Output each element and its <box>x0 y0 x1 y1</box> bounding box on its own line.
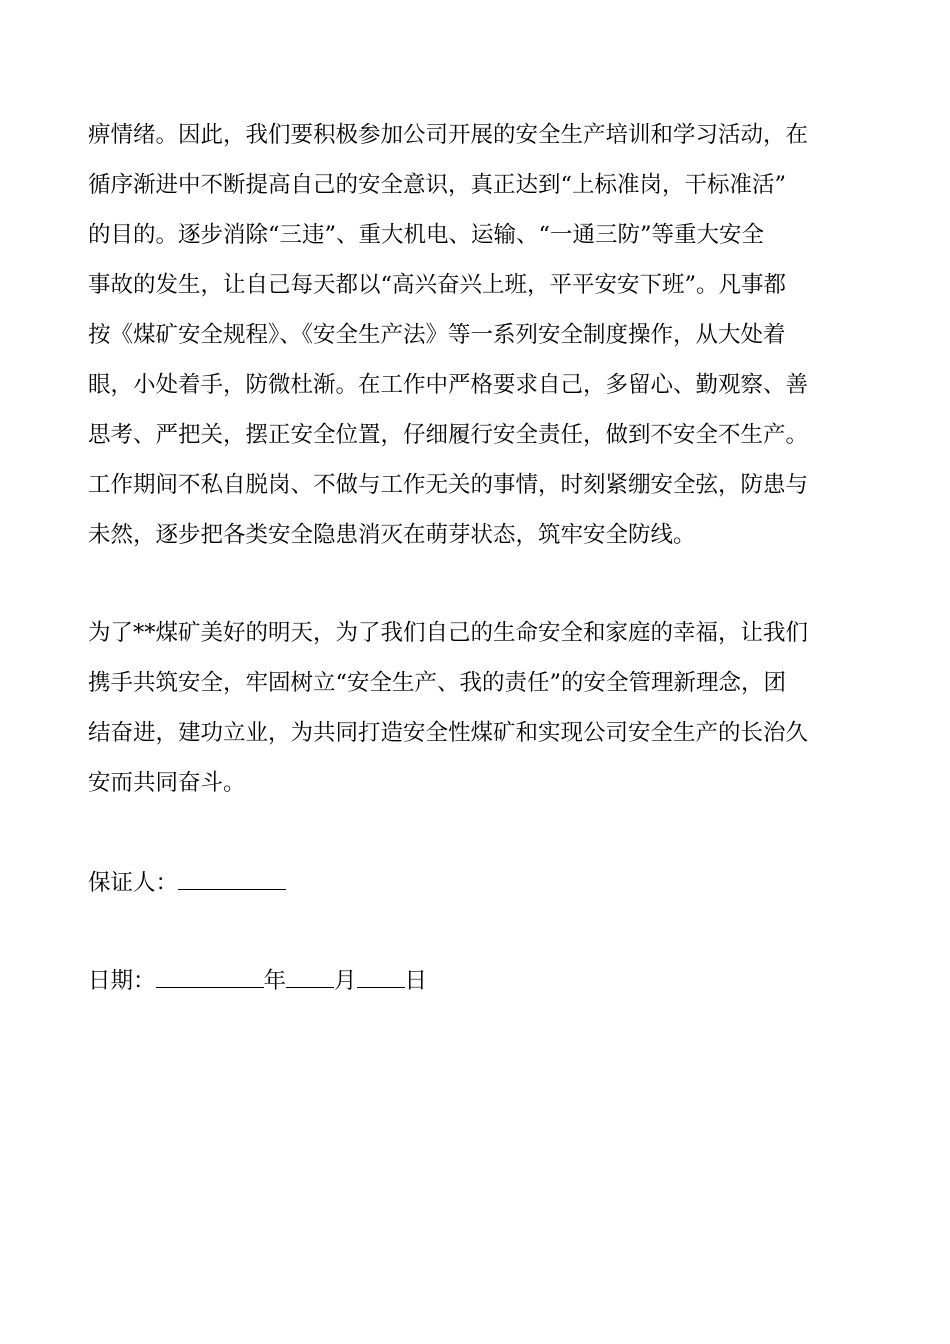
month-unit: 月 <box>334 968 357 994</box>
date-line <box>88 956 864 1006</box>
paragraph-line: 眼，小处着手，防微杜渐。在工作中严格要求自己，多留心、勤观察、善 <box>88 372 809 398</box>
paragraph-line: 痹情绪。因此，我们要积极参加公司开展的安全生产培训和学习活动，在 <box>88 122 809 148</box>
body-paragraph-2 <box>88 608 864 808</box>
signature-row <box>88 858 864 908</box>
signature-blank[interactable] <box>178 859 286 890</box>
paragraph-line: 事故的发生，让自己每天都以“高兴奋兴上班，平平安安下班”。凡事都 <box>88 272 787 298</box>
day-blank[interactable] <box>357 957 405 988</box>
paragraph-line: 为了**煤矿美好的明天，为了我们自己的生命安全和家庭的幸福，让我们 <box>88 620 809 646</box>
year-blank[interactable] <box>156 957 264 988</box>
paragraph-line: 携手共筑安全，牢固树立“安全生产、我的责任”的安全管理新理念，团 <box>88 670 787 696</box>
paragraph-line: 安而共同奋斗。 <box>88 770 246 796</box>
paragraph-line: 思考、严把关，摆正安全位置，仔细履行安全责任，做到不安全不生产。 <box>88 422 809 448</box>
month-blank[interactable] <box>286 957 334 988</box>
date-label: 日期： <box>88 968 156 994</box>
paragraph-line: 按《煤矿安全规程》、《安全生产法》等一系列安全制度操作，从大处着 <box>88 322 786 348</box>
body-paragraph-1 <box>88 110 864 560</box>
year-unit: 年 <box>263 968 287 994</box>
paragraph-line: 未然，逐步把各类安全隐患消灭在萌芽状态，筑牢安全防线。 <box>88 522 696 548</box>
signature-line <box>88 858 864 908</box>
signature-label: 保证人： <box>88 870 179 896</box>
paragraph-line: 工作期间不私自脱岗、不做与工作无关的事情，时刻紧绷安全弦，防患与 <box>88 472 809 498</box>
date-row <box>88 956 864 1006</box>
paragraph-line: 的目的。逐步消除“三违”、重大机电、运输、“一通三防”等重大安全 <box>88 222 765 248</box>
paragraph-line: 循序渐进中不断提高自己的安全意识，真正达到“上标准岗，干标准活” <box>88 172 787 198</box>
day-unit: 日 <box>404 968 428 994</box>
paragraph-line: 结奋进，建功立业，为共同打造安全性煤矿和实现公司安全生产的长治久 <box>88 720 809 746</box>
